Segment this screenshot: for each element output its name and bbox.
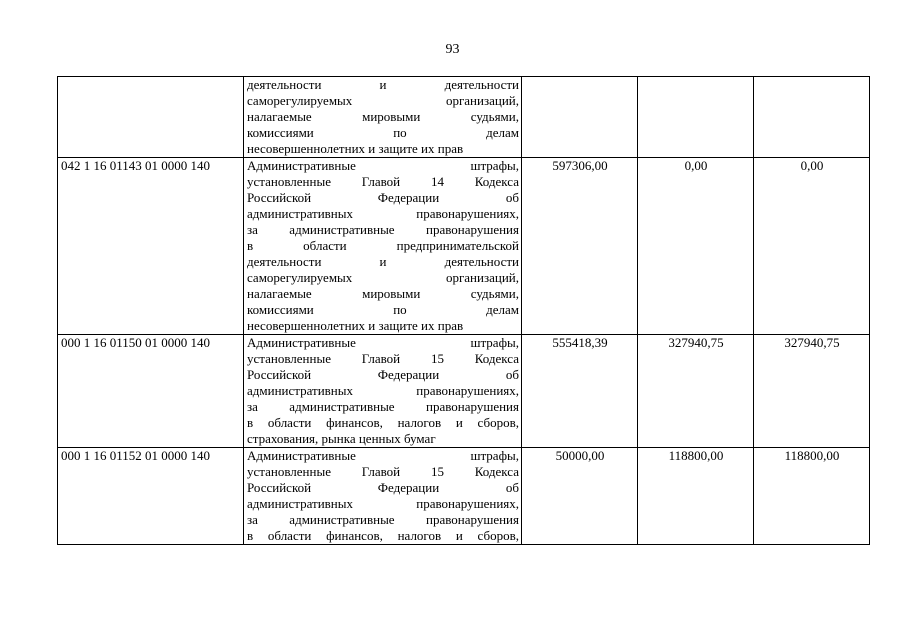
name-line: Административные штрафы,: [247, 335, 519, 350]
name-line: деятельности и деятельности: [247, 254, 519, 269]
name-line: саморегулируемых организаций,: [247, 93, 519, 108]
value-cell-1: [522, 77, 638, 158]
revenue-name-cell: [244, 448, 522, 545]
name-line: несовершеннолетних и защите их прав: [247, 141, 464, 156]
revenue-name-cell: [244, 77, 522, 158]
name-line: за административные правонарушения: [247, 512, 519, 527]
value-cell-3: 118800,00: [754, 448, 870, 545]
value-cell-1: 50000,00: [522, 448, 638, 545]
name-line: административных правонарушениях,: [247, 496, 519, 511]
name-line: Административные штрафы,: [247, 448, 519, 463]
name-line: в области финансов, налогов и сборов,: [247, 415, 519, 430]
revenue-code-cell: 000 1 16 01150 01 0000 140: [58, 335, 244, 448]
value-cell-3: [754, 77, 870, 158]
table-row: [58, 448, 870, 545]
name-line: в области финансов, налогов и сборов,: [247, 528, 519, 543]
value-cell-2: 0,00: [638, 158, 754, 335]
name-line: саморегулируемых организаций,: [247, 270, 519, 285]
value-cell-3: 327940,75: [754, 335, 870, 448]
name-line: установленные Главой 15 Кодекса: [247, 351, 519, 366]
value-cell-3: 0,00: [754, 158, 870, 335]
name-line: установленные Главой 15 Кодекса: [247, 464, 519, 479]
table-row: [58, 77, 870, 158]
revenue-name-cell: [244, 335, 522, 448]
name-line: Российской Федерации об: [247, 480, 519, 495]
value-cell-2: 118800,00: [638, 448, 754, 545]
name-line: административных правонарушениях,: [247, 206, 519, 221]
name-line: в области предпринимательской: [247, 238, 519, 253]
table-row: [58, 158, 870, 335]
name-line: за административные правонарушения: [247, 222, 519, 237]
table-row: [58, 335, 870, 448]
name-line: комиссиями по делам: [247, 125, 519, 140]
budget-revenue-table: [57, 76, 870, 545]
value-cell-2: [638, 77, 754, 158]
name-line: налагаемые мировыми судьями,: [247, 109, 519, 124]
name-line: установленные Главой 14 Кодекса: [247, 174, 519, 189]
name-line: налагаемые мировыми судьями,: [247, 286, 519, 301]
revenue-code-cell: 042 1 16 01143 01 0000 140: [58, 158, 244, 335]
name-line: страхования, рынка ценных бумаг: [247, 431, 436, 446]
name-line: Российской Федерации об: [247, 367, 519, 382]
name-line: Российской Федерации об: [247, 190, 519, 205]
value-cell-1: 555418,39: [522, 335, 638, 448]
revenue-code-cell: 000 1 16 01152 01 0000 140: [58, 448, 244, 545]
revenue-code-cell: [58, 77, 244, 158]
value-cell-1: 597306,00: [522, 158, 638, 335]
name-line: за административные правонарушения: [247, 399, 519, 414]
name-line: несовершеннолетних и защите их прав: [247, 318, 464, 333]
name-line: деятельности и деятельности: [247, 77, 519, 92]
name-line: административных правонарушениях,: [247, 383, 519, 398]
value-cell-2: 327940,75: [638, 335, 754, 448]
name-line: комиссиями по делам: [247, 302, 519, 317]
revenue-name-cell: [244, 158, 522, 335]
name-line: Административные штрафы,: [247, 158, 519, 173]
page-number: 93: [445, 42, 460, 57]
